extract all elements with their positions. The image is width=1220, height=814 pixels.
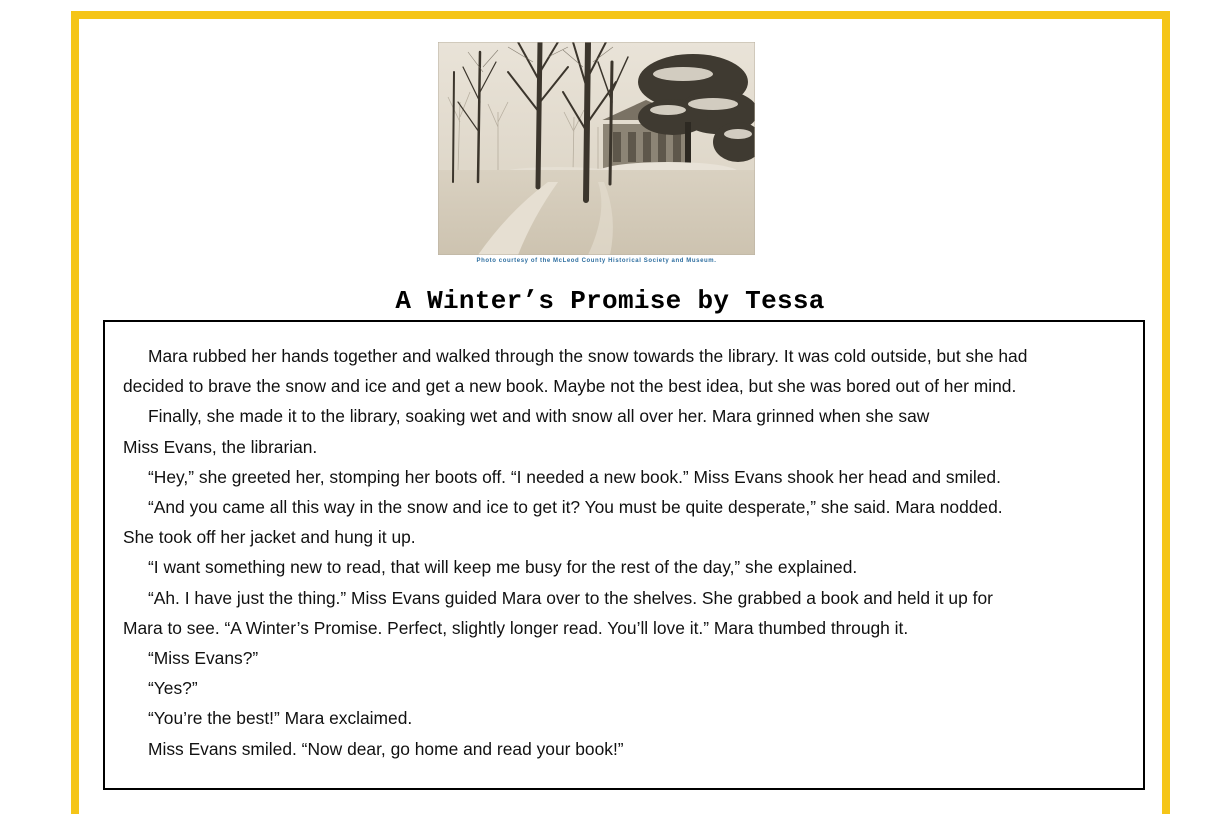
- story-line: “Yes?”: [148, 678, 198, 699]
- photo-caption: Photo courtesy of the McLeod County Historical Society and Museum.: [476, 258, 717, 264]
- story-line: She took off her jacket and hung it up.: [123, 527, 416, 548]
- winter-library-photo: [438, 42, 755, 255]
- story-line: “And you came all this way in the snow and ice to get it? You must be quite desperate,” she said. Mara nodded.: [148, 497, 1003, 518]
- story-line: Mara to see. “A Winter’s Promise. Perfect, slightly longer read. You’ll love it.” Mara thumbed through it.: [123, 617, 909, 638]
- story-line: Finally, she made it to the library, soaking wet and with snow all over her. Mara grinned when she saw: [148, 406, 930, 427]
- story-line: “You’re the best!” Mara exclaimed.: [148, 708, 413, 729]
- story-line: Miss Evans, the librarian.: [123, 436, 318, 457]
- story-line: Mara rubbed her hands together and walked through the snow towards the library. It was cold outside, but she had: [148, 346, 1028, 366]
- story-line: “Ah. I have just the thing.” Miss Evans guided Mara over to the shelves. She grabbed a book and held it up for: [148, 587, 993, 608]
- story-box: [103, 320, 1145, 790]
- story-line: “Hey,” she greeted her, stomping her boots off. “I needed a new book.” Miss Evans shook her head and smiled.: [148, 466, 1001, 487]
- story-line: “Miss Evans?”: [148, 648, 259, 669]
- story-text: [123, 341, 1138, 764]
- story-line: Miss Evans smiled. “Now dear, go home and read your book!”: [148, 738, 624, 759]
- winter-photo-figure: [438, 42, 755, 267]
- story-line: decided to brave the snow and ice and get a new book. Maybe not the best idea, but she was bored out of her mind.: [123, 376, 1017, 397]
- story-line: “I want something new to read, that will keep me busy for the rest of the day,” she explained.: [148, 557, 858, 578]
- story-title: A Winter’s Promise by Tessa: [395, 286, 825, 316]
